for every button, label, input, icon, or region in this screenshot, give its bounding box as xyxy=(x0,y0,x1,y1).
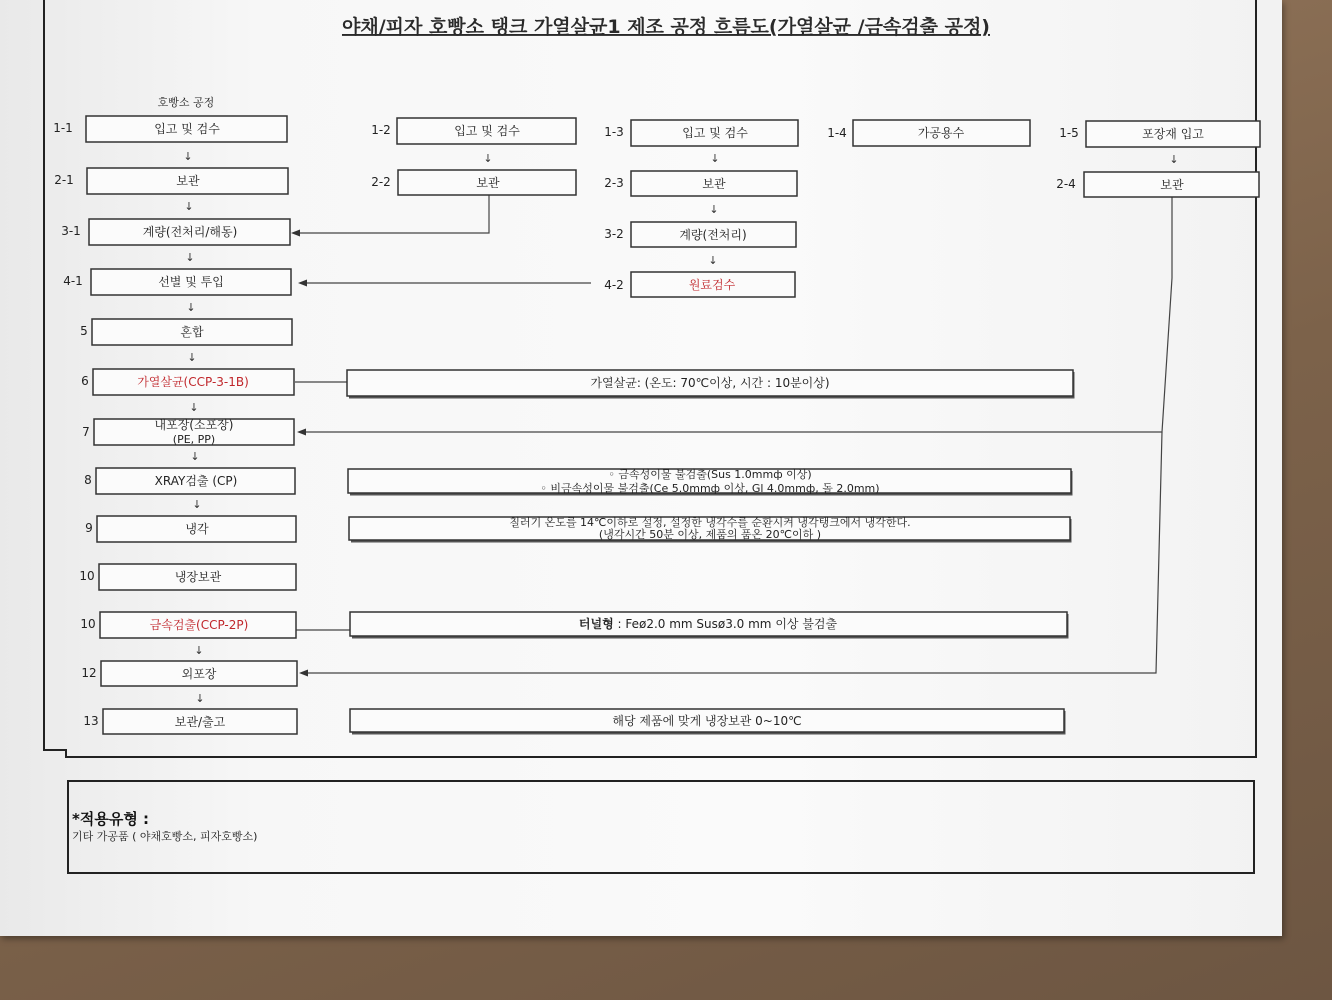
down-arrow-icon: ↓ xyxy=(710,152,720,165)
step-number: 9 xyxy=(85,521,93,535)
step-number: 2-3 xyxy=(604,176,624,190)
step-label: 보관 xyxy=(176,174,200,188)
step-number: 7 xyxy=(82,425,90,439)
step-4-1 xyxy=(63,269,291,295)
note-xray-detection xyxy=(348,467,1071,495)
applied-type-text: 기타 가공품 ( 야채호빵소, 피자호빵소) xyxy=(72,830,258,843)
step-label: 혼합 xyxy=(180,325,204,339)
step-number: 3-1 xyxy=(61,224,81,238)
step-label: 입고 및 검수 xyxy=(454,124,520,138)
step-9 xyxy=(85,516,296,542)
step-number: 1-2 xyxy=(371,123,391,137)
step-number: 4-1 xyxy=(63,274,83,288)
step-1-2 xyxy=(371,118,576,144)
note-storage xyxy=(350,709,1064,733)
step-number: 12 xyxy=(81,666,97,680)
step-2-4 xyxy=(1056,172,1259,197)
step-number: 10 xyxy=(80,617,96,631)
step-label: 계량(전처리) xyxy=(679,228,747,242)
connector-2-2-to-3-1 xyxy=(298,195,489,233)
step-label: 가공용수 xyxy=(917,126,965,140)
step-number: 4-2 xyxy=(604,278,624,292)
step-3-2 xyxy=(604,222,796,247)
down-arrow-icon: ↓ xyxy=(192,498,202,511)
step-label: 보관 xyxy=(1160,178,1184,192)
step-label: 선별 및 투입 xyxy=(158,275,224,289)
step-number: 3-2 xyxy=(604,227,624,241)
step-2-2 xyxy=(371,170,576,195)
step-label: 보관 xyxy=(702,177,726,191)
step-label-sub: (PE, PP) xyxy=(172,433,216,446)
down-arrow-icon: ↓ xyxy=(190,450,200,463)
arrowhead-4-1 xyxy=(298,280,307,287)
down-arrow-icon: ↓ xyxy=(195,692,205,705)
step-number: 2-1 xyxy=(54,173,74,187)
arrowhead-3-1 xyxy=(291,230,300,237)
step-number: 2-4 xyxy=(1056,177,1076,191)
step-label-critical: 원료검수 xyxy=(688,278,736,292)
step-1-4 xyxy=(827,120,1030,146)
down-arrow-icon: ↓ xyxy=(184,200,194,213)
step-10-metal-detection xyxy=(80,612,296,638)
down-arrow-icon: ↓ xyxy=(709,203,719,216)
step-12 xyxy=(81,661,297,686)
step-number: 1-1 xyxy=(53,121,73,135)
step-label: 냉각 xyxy=(185,522,209,536)
down-arrow-icon: ↓ xyxy=(187,351,197,364)
note-text: ◦ 금속성이물 불검출(Sus 1.0mmф 이상) xyxy=(608,468,812,481)
note-text: ◦ 비금속성이물 불검출(Ce 5.0mmф 이상, Gl 4.0mmф, 돌 2.0mm) xyxy=(540,482,880,495)
step-number: 6 xyxy=(81,374,89,388)
note-text: (냉각시간 50분 이상, 제품의 품온 20℃이하 ) xyxy=(598,528,822,541)
step-label-critical: 가열살균(CCP-3-1B) xyxy=(137,375,249,389)
step-number: 13 xyxy=(83,714,99,728)
down-arrow-icon: ↓ xyxy=(1169,153,1179,166)
step-3-1 xyxy=(61,219,290,245)
section-label: 호빵소 공정 xyxy=(157,96,215,109)
step-13 xyxy=(83,709,297,734)
step-label: 포장재 입고 xyxy=(1142,127,1204,141)
note-cooling xyxy=(349,515,1070,541)
step-label: XRAY검출 (CP) xyxy=(154,474,238,488)
down-arrow-icon: ↓ xyxy=(189,401,199,414)
page-title: 야채/피자 호빵소 탱크 가열살균1 제조 공정 흐름도(가열살균 /금속검출 공정) xyxy=(341,16,991,38)
step-2-1 xyxy=(54,168,288,194)
applied-type-frame xyxy=(68,781,1254,873)
step-label: 보관/출고 xyxy=(174,715,226,729)
step-label: 보관 xyxy=(476,176,500,190)
note-text: 칠러기 온도를 14℃이하로 설정, 설정한 냉각수를 순환시켜 냉각탱크에서 냉각한다. xyxy=(509,516,911,529)
step-label-critical: 금속검출(CCP-2P) xyxy=(149,618,249,632)
note-bold-part: 터널형 xyxy=(578,617,614,631)
step-label: 입고 및 검수 xyxy=(154,122,220,136)
down-arrow-icon: ↓ xyxy=(708,254,718,267)
step-number: 1-4 xyxy=(827,126,847,140)
step-number: 5 xyxy=(80,324,88,338)
step-number: 10 xyxy=(79,569,95,583)
down-arrow-icon: ↓ xyxy=(183,150,193,163)
step-7 xyxy=(82,417,294,446)
down-arrow-icon: ↓ xyxy=(186,301,196,314)
step-5 xyxy=(80,319,292,345)
note-text: 가열살균: (온도: 70℃이상, 시간 : 10분이상) xyxy=(590,376,830,390)
step-label: 외포장 xyxy=(181,667,217,681)
step-1-5 xyxy=(1059,121,1260,147)
step-1-1 xyxy=(53,116,287,142)
step-number: 8 xyxy=(84,473,92,487)
step-label: 입고 및 검수 xyxy=(682,126,748,140)
arrowhead-7 xyxy=(297,429,306,436)
step-number: 1-5 xyxy=(1059,126,1079,140)
step-10-cold-storage xyxy=(79,564,296,590)
applied-type-heading: *적용유형 : xyxy=(72,810,150,828)
down-arrow-icon: ↓ xyxy=(185,251,195,264)
step-8 xyxy=(84,468,295,494)
step-label: 내포장(소포장) xyxy=(154,418,234,432)
note-rest-part: : Feø2.0 mm Susø3.0 mm 이상 불검출 xyxy=(613,617,838,631)
down-arrow-icon: ↓ xyxy=(194,644,204,657)
step-label: 냉장보관 xyxy=(174,570,222,584)
note-metal-detection xyxy=(350,612,1067,637)
step-4-2 xyxy=(604,272,795,297)
step-1-3 xyxy=(604,120,798,146)
step-6 xyxy=(81,369,294,395)
step-label: 계량(전처리/해동) xyxy=(142,225,238,239)
note-heat-sterilization xyxy=(347,370,1073,397)
arrowhead-12 xyxy=(299,670,308,677)
step-2-3 xyxy=(604,171,797,196)
note-text: 해당 제품에 맞게 냉장보관 0~10℃ xyxy=(612,714,802,728)
note-text xyxy=(579,616,838,631)
step-number: 2-2 xyxy=(371,175,391,189)
step-number: 1-3 xyxy=(604,125,624,139)
down-arrow-icon: ↓ xyxy=(483,152,493,165)
